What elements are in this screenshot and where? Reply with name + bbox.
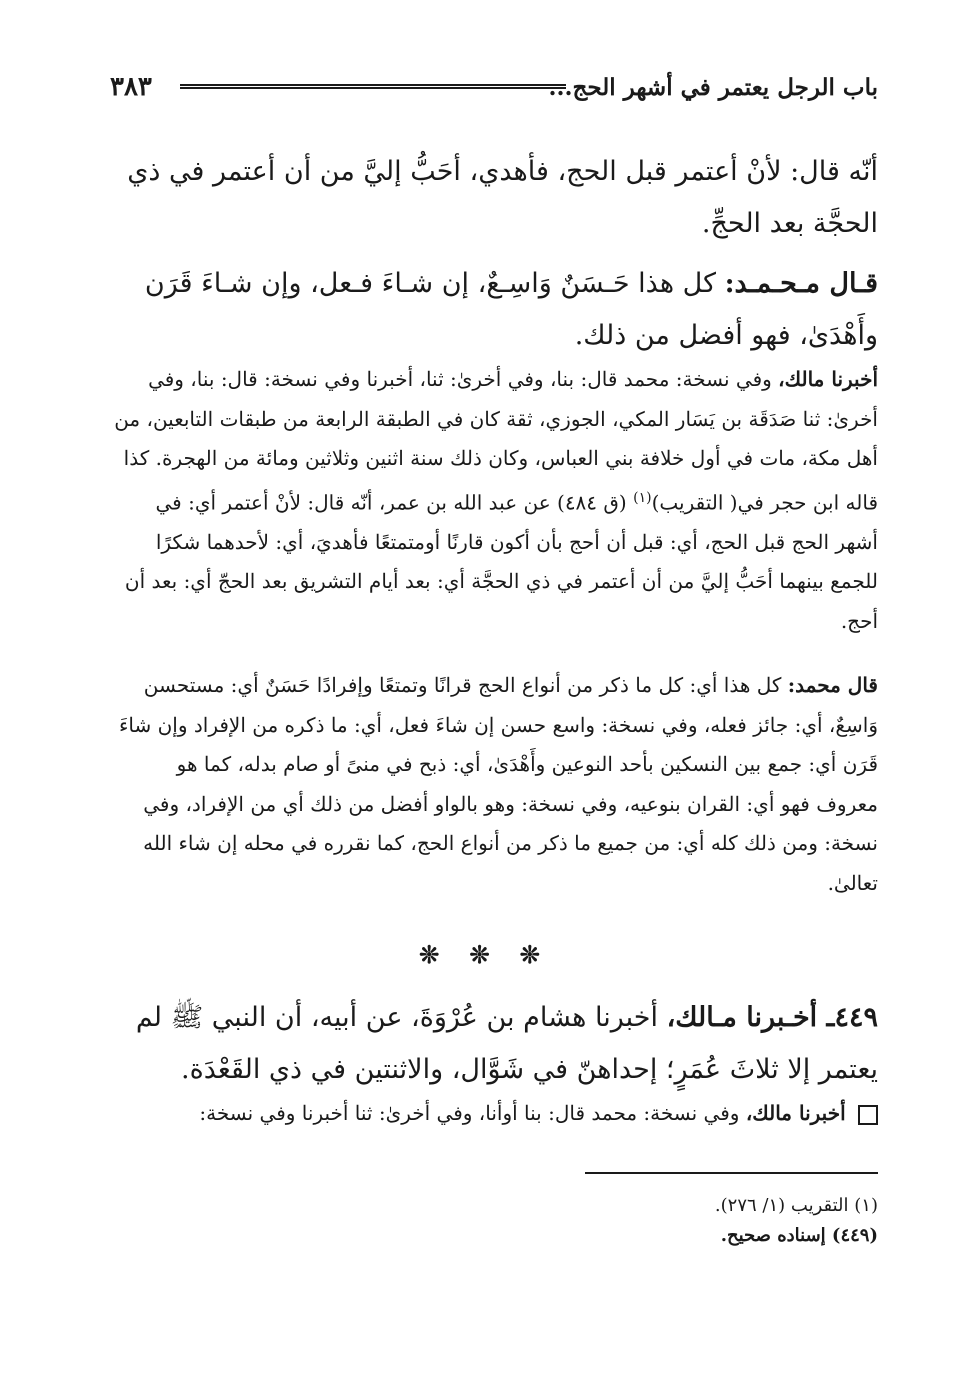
commentary-label: أخبرنا مالك، <box>745 1101 846 1125</box>
commentary-paragraph-1 <box>110 360 878 641</box>
running-header <box>110 64 878 112</box>
square-marker-icon <box>858 1105 878 1125</box>
footnote-divider <box>585 1172 878 1174</box>
commentary-text: وفي نسخة: محمد قال: بنا، وفي أخرىٰ: ثنا، أخبرنا وفي نسخة: قال: بنا، وفي أخرىٰ: ثنا صَدَقَة بن يَسَار المكي، الجوزي، ثقة كان في الطبقة الرابعة من طبقات التابعين، من أهل مكة، مات في أول خلافة بني العباس، وكان ذلك سنة اثنين وثلاثين ومائة من الهجرة. كذا قاله ابن حجر في( التقريب) <box>114 367 878 515</box>
footnote-449: (٤٤٩) إسناده صحيح. <box>720 1225 878 1246</box>
separator-star: ❊ <box>469 940 492 969</box>
commentary-text: كل هذا أي: كل ما ذكر من أنواع الحج قرانًا وتمتعًا وإفرادًا حَسَنٌ أي: مستحسن وَاسِعٌ، أي: جائز فعله، وفي نسخة: واسع حسن إن شاءَ فعل، أي: ما ذكره من الإفراد وإن شاءَ قَرَن أي: جمع بين النسكين بأحد النوعين وأَهْدَىٰ، أي: ذبح في منىً أو صام بدله، كما هو معروف فهو أي: القران بنوعيه، وفي نسخة: وهو بالواو أفضل من ذلك أي من الإفراد، وفي نسخة: ومن ذلك كله أي: من جميع ما ذكر من أنواع الحج، كما نقرره في محله إن شاء الله تعالىٰ. <box>118 673 878 895</box>
commentary-label: قال محمد: <box>787 673 878 697</box>
commentary-text: وفي نسخة: محمد قال: بنا أوأنا، وفي أخرىٰ: ثنا أخبرنا وفي نسخة: <box>199 1101 740 1125</box>
speaker-label: قـال مـحـمـد: <box>724 268 878 299</box>
footnote-1: (١) التقريب (١/ ٢٧٦). <box>714 1195 878 1216</box>
hadith-text: أخبرنا هشام بن عُرْوَةَ، عن أبيه، أن النبي ﷺ لم يعتمر إلا ثلاثَ عُمَرٍ؛ إحداهنّ في شَوَّال، والاثنتين في ذي القَعْدَة. <box>135 1002 878 1085</box>
commentary-paragraph-3 <box>110 1094 878 1134</box>
main-text-paragraph-1: أنّه قال: لأنْ أعتمر قبل الحج، فأهدي، أحَبُّ إليَّ من أن أعتمر في ذي الحجَّة بعد الحجِّ. <box>127 156 878 239</box>
chapter-title: باب الرجل يعتمر في أشهر الحج... <box>548 74 878 101</box>
paragraph-text: كل هذا حَـسَنٌ وَاسِـعٌ، إن شـاءَ فـعل، وإن شـاءَ قَرَن وأَهْدَىٰ، فهو أفضل من ذلك. <box>144 268 878 351</box>
commentary-text: (ق ٤٨٤) عن عبد الله بن عمر، أنّه قال: لأنْ أعتمر أي: في أشهر الحج قبل الحج، أي: قبل أن أحج بأن أكون قارنًا أومتمتعًا فأهديَ، أي: لأحدهما شكرًا للجمع بينهما أحَبُّ إليَّ من أن أعتمر في ذي الحجَّة أي: بعد أيام التشريق بعد الحجّ أي: بعد أن أحج. <box>124 490 878 633</box>
hadith-number-label: ٤٤٩ـ أخـبرنا مـالك، <box>666 1002 878 1033</box>
page-number: ٣٨٣ <box>110 72 152 102</box>
hadith-449 <box>110 992 878 1096</box>
header-rule <box>180 84 566 92</box>
section-separator <box>0 940 961 969</box>
footnote-marker: (١) <box>633 489 652 506</box>
separator-star: ❊ <box>419 940 442 969</box>
commentary-label: أخبرنا مالك، <box>778 367 878 391</box>
separator-star: ❊ <box>519 940 542 969</box>
main-text-paragraph-2 <box>110 258 878 362</box>
commentary-paragraph-2 <box>110 666 878 903</box>
